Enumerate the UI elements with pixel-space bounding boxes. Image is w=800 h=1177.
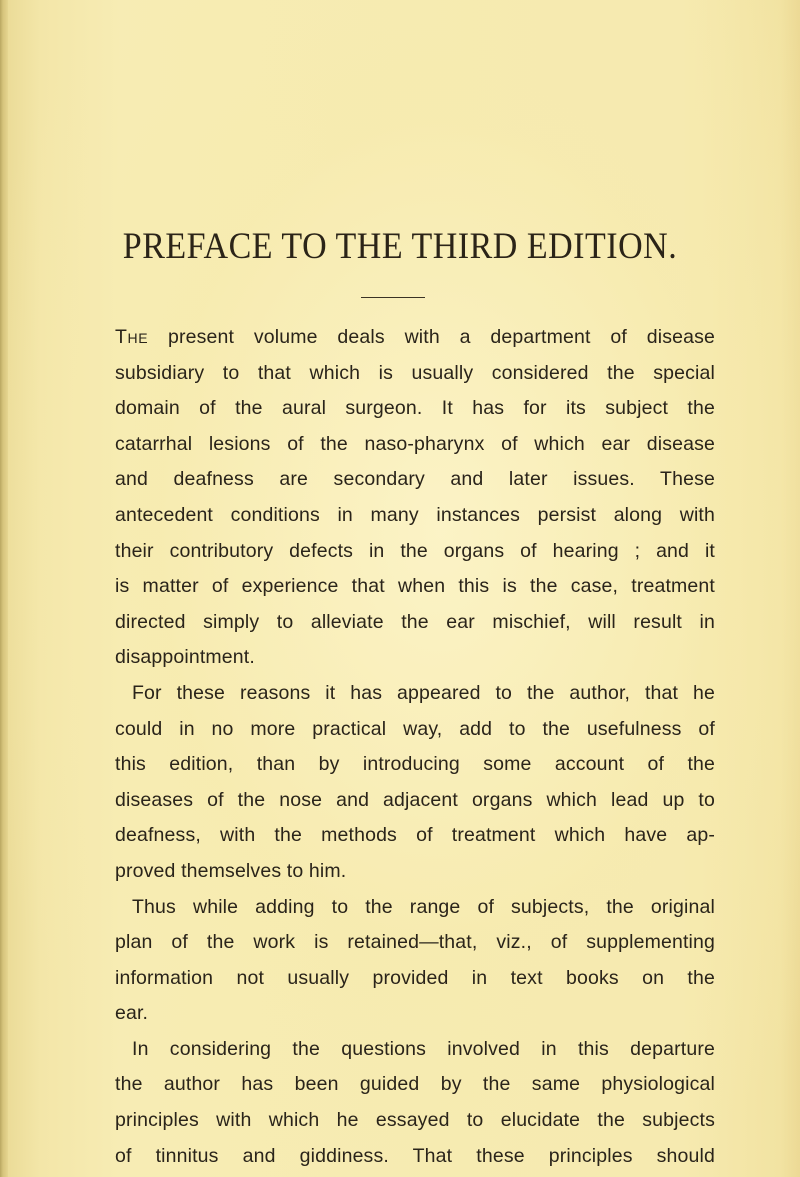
lead-word: The (115, 326, 149, 348)
text-line (115, 1139, 715, 1175)
line-text: Thus while adding to the range of subjects, the original (132, 895, 715, 918)
text-line (115, 925, 715, 961)
line-text: is matter of experience that when this is the case, treatment (115, 575, 715, 598)
text-line (115, 961, 715, 997)
page-title: PREFACE TO THE THIRD EDITION. (122, 226, 678, 267)
line-text: and deafness are secondary and later issues. These (115, 468, 715, 491)
text-line (115, 1032, 715, 1068)
line-text: diseases of the nose and adjacent organs which lead up to (115, 788, 715, 811)
line-text: plan of the work is retained—that, viz., of supplementing (115, 931, 715, 954)
text-line (115, 605, 715, 641)
line-text: For these reasons it has appeared to the author, that he (132, 681, 715, 704)
preface-body (115, 320, 715, 1174)
line-text: proved themselves to him. (115, 859, 347, 882)
line-text: antecedent conditions in many instances persist along with (115, 503, 715, 526)
book-spine-shadow (0, 0, 8, 1177)
text-line (115, 498, 715, 534)
text-line (115, 534, 715, 570)
title-rule (361, 297, 425, 298)
text-line (115, 712, 715, 748)
line-text: subsidiary to that which is usually considered the special (115, 361, 715, 384)
line-text: principles with which he essayed to elucidate the subjects (115, 1109, 715, 1132)
text-line (115, 747, 715, 783)
text-line (115, 818, 715, 854)
text-line (115, 996, 715, 1032)
text-line (115, 1103, 715, 1139)
line-text: information not usually provided in text books on the (115, 966, 715, 989)
line-text: their contributory defects in the organs of hearing ; and it (115, 539, 715, 562)
line-text: ear. (115, 1002, 149, 1025)
text-line (115, 427, 715, 463)
line-text: the author has been guided by the same physiological (115, 1073, 715, 1096)
line-text: domain of the aural surgeon. It has for its subject the (115, 397, 715, 420)
line-text: this edition, than by introducing some account of the (115, 753, 715, 776)
text-line (115, 890, 715, 926)
text-line (115, 640, 715, 676)
text-line (115, 783, 715, 819)
text-line (115, 1067, 715, 1103)
text-line (115, 391, 715, 427)
text-line (115, 676, 715, 712)
line-text: catarrhal lesions of the naso-pharynx of which ear disease (115, 432, 715, 455)
text-line (115, 320, 715, 356)
line-text: In considering the questions involved in this departure (132, 1037, 715, 1060)
text-line (115, 569, 715, 605)
line-text: disappointment. (115, 646, 255, 669)
line-text: deafness, with the methods of treatment which have ap- (115, 824, 715, 847)
line-text: of tinnitus and giddiness. That these principles should (115, 1144, 715, 1167)
line-text: directed simply to alleviate the ear mischief, will result in (115, 610, 715, 633)
line-text: could in no more practical way, add to the usefulness of (115, 717, 715, 740)
text-line (115, 356, 715, 392)
text-line (115, 854, 715, 890)
line-text: present volume deals with a department of disease (148, 326, 715, 348)
text-line (115, 462, 715, 498)
